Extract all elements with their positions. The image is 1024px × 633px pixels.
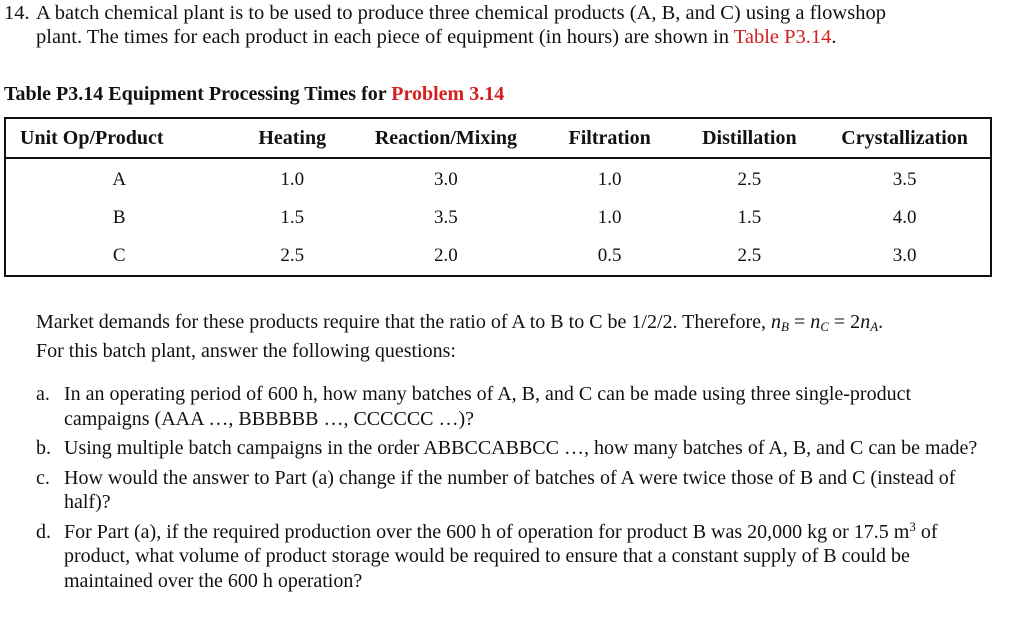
table-cell: 0.5 (597, 245, 622, 266)
question-text: In an operating period of 600 h, how many batches of A, B, and C can be made using three single-product campaigns (AAA …, BBBBBB …, CCCCCC …)? (64, 383, 912, 430)
question-label: c. (36, 466, 50, 489)
table-row (5, 158, 991, 199)
table-cell: 1.0 (597, 207, 622, 228)
table-cell: 3.0 (892, 245, 917, 266)
list-item (36, 520, 996, 594)
market-text: Market demands for these products require that the ratio of A to B to C be 1/2/2. Therefore, (36, 311, 766, 333)
intro-line-2: plant. The times for each product in each piece of equipment (in hours) are shown in (36, 26, 729, 48)
table-reference-link[interactable]: Table P3.14 (733, 26, 832, 48)
question-text: For Part (a), if the required production over the 600 h of operation for product B was 20,000 kg or 17.5 $m^3$ of product, what volume of product storage would be required to ensure that a constant supply of B could be maintained over the 600 h operation? (64, 518, 938, 592)
table-cell: B (112, 207, 126, 228)
list-item (36, 382, 996, 431)
table-cell: A (112, 169, 127, 190)
column-header: Distillation (679, 118, 819, 158)
table-title (4, 82, 504, 106)
table-cell: 1.5 (280, 207, 305, 228)
column-header: Reaction/Mixing (352, 118, 540, 158)
table-cell: 2.5 (737, 245, 762, 266)
table-caption: Table P3.14 Equipment Processing Times for (4, 83, 387, 105)
market-text-line-2: For this batch plant, answer the following questions: (36, 340, 456, 362)
question-label: d. (36, 520, 51, 543)
table-cell: 2.5 (737, 169, 762, 190)
question-label: b. (36, 437, 51, 459)
processing-times-table (4, 117, 992, 277)
column-header: Unit Op/Product (5, 118, 232, 158)
table-cell: 1.5 (737, 207, 762, 228)
column-header: Crystallization (819, 118, 991, 158)
table-cell: 1.0 (597, 169, 622, 190)
table-cell: 2.0 (434, 245, 458, 266)
table-cell: 3.5 (892, 169, 917, 190)
table-row (5, 237, 991, 276)
question-text: How would the answer to Part (a) change if the number of batches of A were twice those of B and C (instead of half)? (64, 466, 956, 513)
table-cell: C (112, 245, 126, 266)
table-cell: 1.0 (280, 169, 305, 190)
column-header: Filtration (540, 118, 680, 158)
column-header: Heating (232, 118, 352, 158)
problem-intro: 14. A batch chemical plant is to be used to produce three chemical products (A, B, and C) using a flowshop plant. The times for each product in each piece of equipment (in hours) are shown in Table P3.14. (4, 2, 886, 48)
table-cell: 3.5 (434, 207, 458, 228)
table-cell: 4.0 (892, 207, 917, 228)
problem-number: 14. (4, 2, 30, 24)
question-label: a. (36, 383, 50, 405)
ratio-equation: $n_B = n_C = 2n_A$. (771, 311, 884, 334)
list-item (36, 436, 996, 461)
market-demand-paragraph (36, 308, 996, 366)
table-cell: 2.5 (280, 245, 305, 266)
problem-reference-link[interactable]: Problem 3.14 (391, 83, 505, 105)
table-row (5, 199, 991, 237)
intro-line-1: A batch chemical plant is to be used to produce three chemical products (A, B, and C) using a flowshop (36, 2, 886, 24)
table-cell: 3.0 (434, 169, 458, 190)
list-item (36, 466, 996, 515)
table-header-row (5, 118, 991, 158)
question-list (36, 382, 996, 598)
question-text: Using multiple batch campaigns in the order ABBCCABBCC …, how many batches of A, B, and C can be made? (64, 437, 978, 459)
